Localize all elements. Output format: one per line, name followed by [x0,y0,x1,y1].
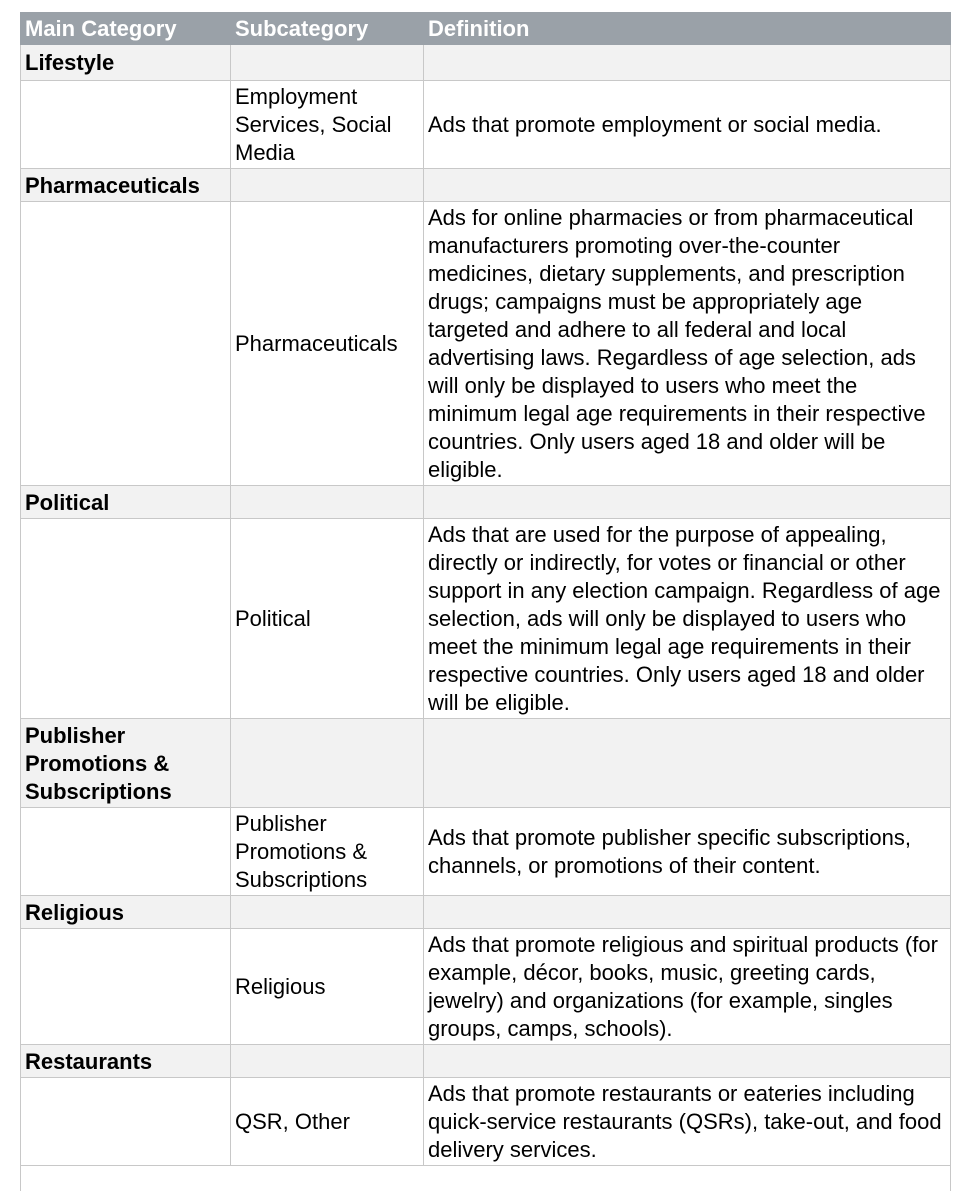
subcategory-cell: Religious [231,929,424,1045]
header-definition: Definition [424,13,951,45]
definition-cell: Ads that promote publisher specific subscriptions, channels, or promotions of their content. [424,808,951,896]
definition-cell: Ads that promote restaurants or eateries including quick-service restaurants (QSRs), take-out, and food delivery services. [424,1078,951,1166]
subcategory-row [21,81,951,169]
subcategory-cell: Political [231,519,424,719]
empty-cell [231,896,424,929]
main-category-cell: Restaurants [21,1045,231,1078]
empty-cell [21,81,231,169]
empty-cell [21,1166,951,1192]
empty-cell [424,1045,951,1078]
main-category-cell: Pharmaceuticals [21,169,231,202]
empty-cell [231,719,424,808]
trailing-empty-row [21,1166,951,1192]
category-row-publisher [21,719,951,808]
subcategory-cell: QSR, Other [231,1078,424,1166]
subcategory-row [21,929,951,1045]
main-category-cell: Publisher Promotions & Subscriptions [21,719,231,808]
empty-cell [21,202,231,486]
main-category-cell: Political [21,486,231,519]
empty-cell [424,45,951,81]
empty-cell [231,1045,424,1078]
definition-cell: Ads for online pharmacies or from pharmaceutical manufacturers promoting over-the-counter medicines, dietary supplements, and prescription drugs; campaigns must be appropriately age targeted and adhere to all federal and local advertising laws. Regardless of age selection, ads will only be displayed to users who meet the minimum legal age requirements in their respective countries. Only users aged 18 and older will be eligible. [424,202,951,486]
category-row-religious [21,896,951,929]
definition-cell: Ads that promote religious and spiritual products (for example, décor, books, music, greeting cards, jewelry) and organizations (for example, singles groups, camps, schools). [424,929,951,1045]
subcategory-cell: Pharmaceuticals [231,202,424,486]
category-row-restaurants [21,1045,951,1078]
empty-cell [21,929,231,1045]
subcategory-cell: Publisher Promotions & Subscriptions [231,808,424,896]
definition-cell: Ads that promote employment or social media. [424,81,951,169]
category-row-pharmaceuticals [21,169,951,202]
empty-cell [21,519,231,719]
subcategory-row [21,808,951,896]
main-category-cell: Lifestyle [21,45,231,81]
header-main-category: Main Category [21,13,231,45]
empty-cell [231,486,424,519]
empty-cell [21,1078,231,1166]
empty-cell [424,169,951,202]
category-row-lifestyle [21,45,951,81]
subcategory-row [21,202,951,486]
header-subcategory: Subcategory [231,13,424,45]
subcategory-cell: Employment Services, Social Media [231,81,424,169]
subcategory-row [21,1078,951,1166]
subcategory-row [21,519,951,719]
empty-cell [424,719,951,808]
category-row-political [21,486,951,519]
main-category-cell: Religious [21,896,231,929]
header-row [21,13,951,45]
empty-cell [424,896,951,929]
definition-cell: Ads that are used for the purpose of appealing, directly or indirectly, for votes or financial or other support in any election campaign. Regardless of age selection, ads will only be displayed to users who meet the minimum legal age requirements in their respective countries. Only users aged 18 and older will be eligible. [424,519,951,719]
empty-cell [21,808,231,896]
ad-category-table [20,12,951,1191]
empty-cell [424,486,951,519]
empty-cell [231,169,424,202]
empty-cell [231,45,424,81]
